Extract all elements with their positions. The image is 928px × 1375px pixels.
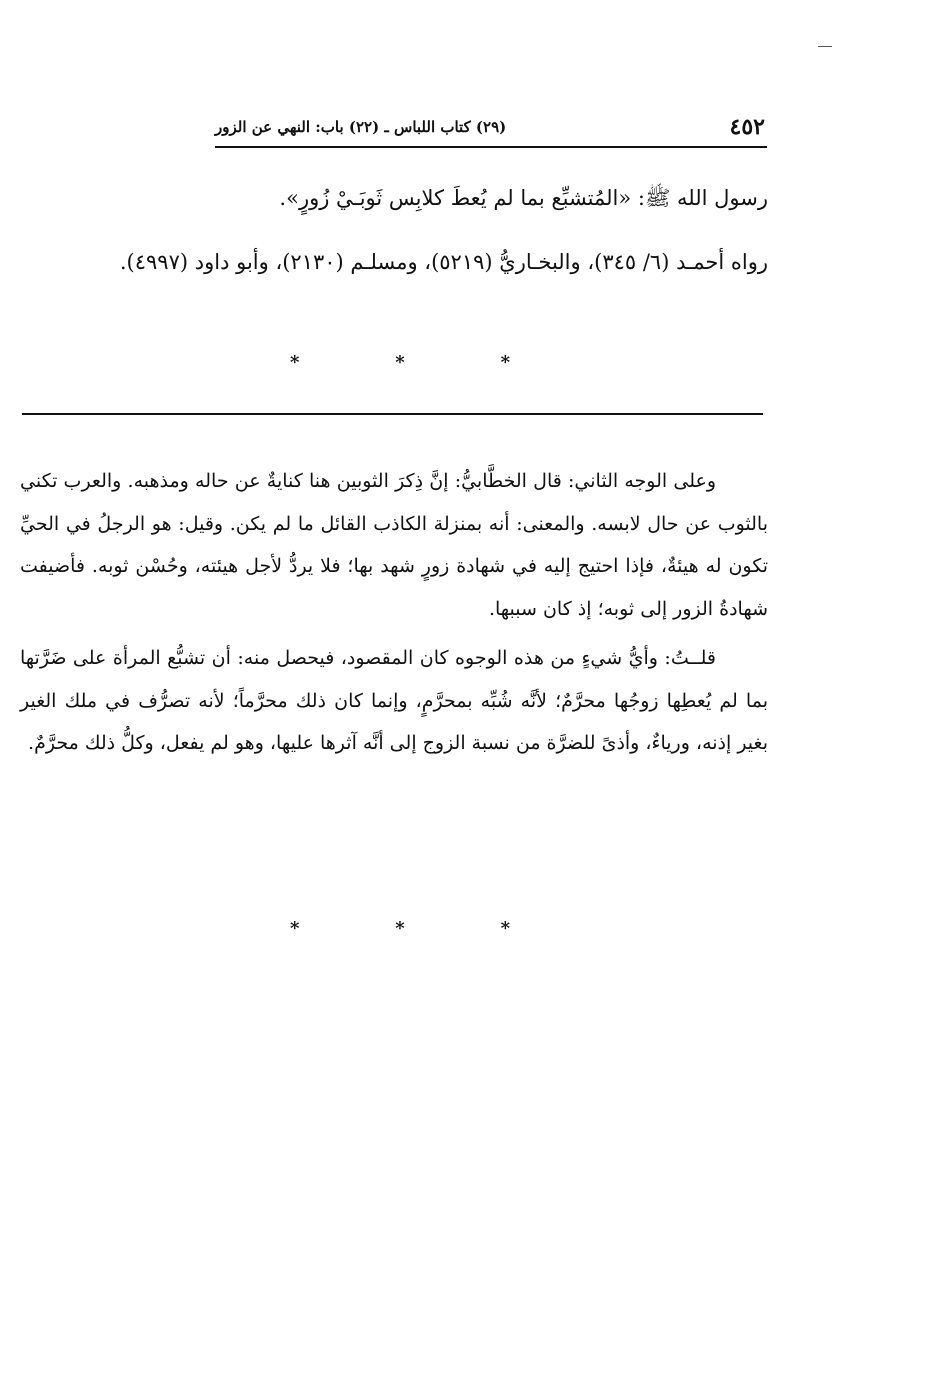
hadith-text <box>20 172 768 224</box>
separator-star: * <box>290 352 300 373</box>
separator-star: * <box>290 918 300 939</box>
commentary <box>20 460 768 765</box>
section-separator-bottom <box>290 918 510 939</box>
divider-line <box>22 413 763 415</box>
separator-star: * <box>500 352 510 373</box>
commentary-paragraph-2: قلــتُ: وأيُّ شيءٍ من هذه الوجوه كان المقصود، فيحصل منه: أن تشبُّع المرأة على ضَرَّتها بما لم يُعطِها زوجُها محرَّمٌ؛ لأنَّه شُبِّه بمحرَّمٍ، وإنما كان ذلك محرَّماً؛ لأنه تصرُّف في ملك الغير بغير إذنه، ورياءٌ، وأذىً للضرَّة من نسبة الزوج إلى أنَّه آثرها عليها، وهو لم يفعل، وكلُّ ذلك محرَّمٌ. <box>20 647 768 754</box>
page-number: ٤٥٢ <box>729 114 765 140</box>
section-separator-top <box>290 352 510 373</box>
separator-star: * <box>500 918 510 939</box>
margin-mark <box>818 46 832 47</box>
hadith-line: رسول الله ﷺ: «المُتشبِّع بما لم يُعطَ كلابِس ثَوبَـيْ زُورٍ». <box>279 186 768 210</box>
separator-star: * <box>395 918 405 939</box>
running-title: (٢٩) كتاب اللباس ـ (٢٢) باب: النهي عن الزور <box>215 118 507 136</box>
source-citation: رواه أحمـد (٦/ ٣٤٥)، والبخـاريُّ (٥٢١٩)، ومسلـم (٢١٣٠)، وأبو داود (٤٩٩٧). <box>119 250 768 274</box>
separator-star: * <box>395 352 405 373</box>
commentary-paragraph-1: وعلى الوجه الثاني: قال الخطَّابيُّ: إنَّ ذِكرَ الثوبين هنا كنايةٌ عن حاله ومذهبه. والعرب تكني بالثوب عن حال لابسه. والمعنى: أنه بمنزلة الكاذب القائل ما لم يكن. وقيل: هو الرجلُ في الحيِّ تكون له هيئةٌ، فإذا احتيج إليه في شهادة زورٍ شهد بها؛ فلا يردُّ لأجل هيئته، وحُسْن ثوبه. فأضيفت شهادةُ الزور إلى ثوبه؛ إذ كان سببها. <box>20 470 768 620</box>
page-header <box>215 112 767 148</box>
hadith-source <box>20 236 768 288</box>
